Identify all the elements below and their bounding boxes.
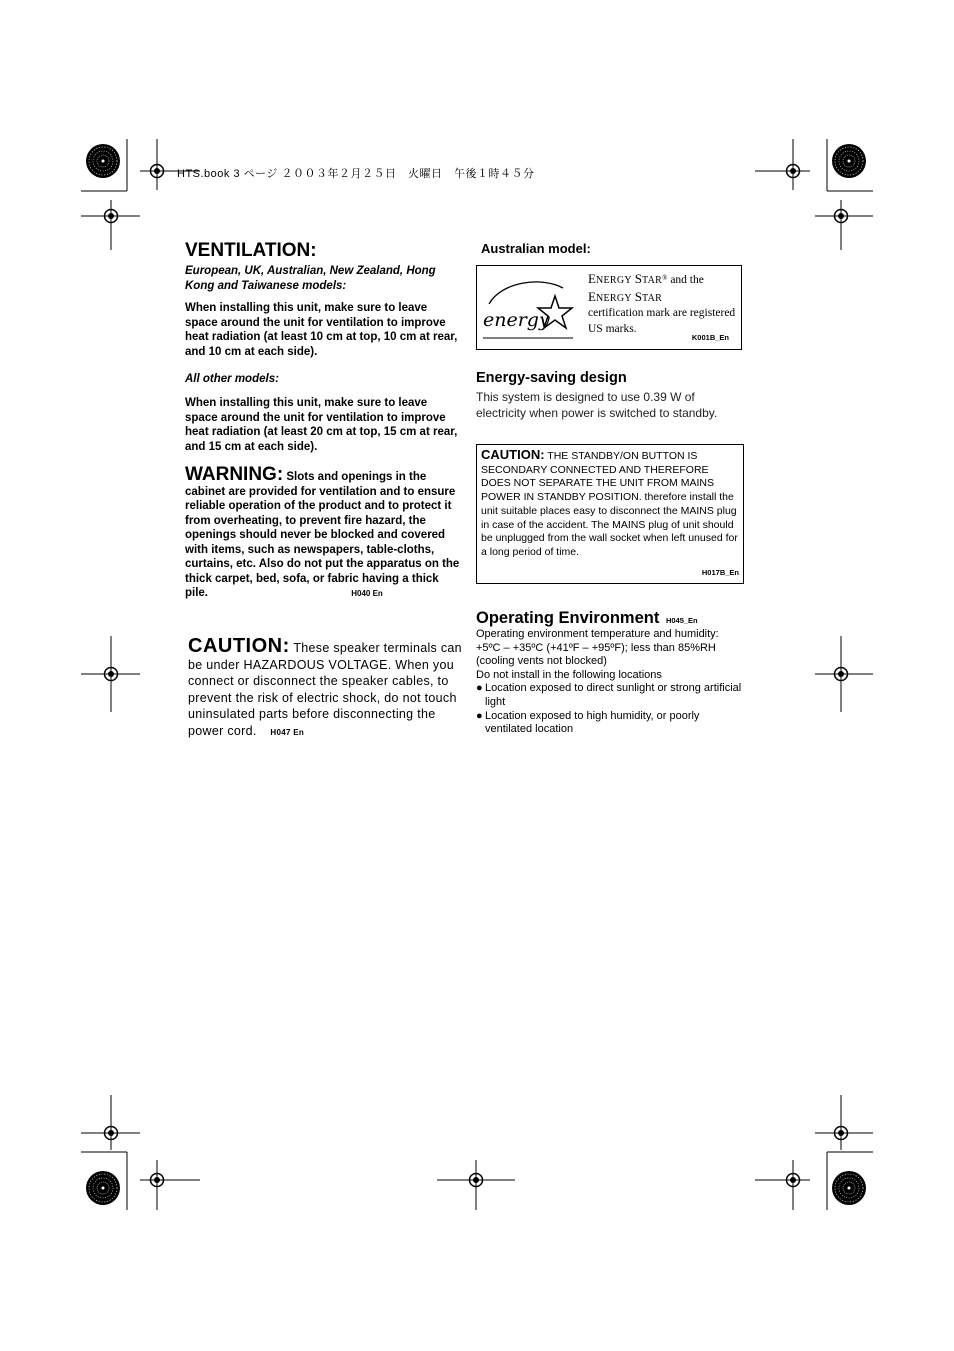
energy-saving-body: This system is designed to use 0.39 W of electricity when power is switched to standby. [476, 390, 718, 420]
caution-speaker-title: CAUTION: [188, 635, 290, 657]
operating-environment-body [476, 628, 746, 737]
operating-line-2: +5ºC – +35ºC (+41ºF – +95ºF); less than 85%RH (cooling vents not blocked) [476, 641, 716, 668]
caution-standby-code: H017B_En [701, 568, 739, 578]
caution-speaker-code: H047 En [270, 727, 305, 737]
ventilation-models-2: All other models: [185, 373, 279, 385]
warning-title: WARNING: [185, 464, 284, 485]
australian-model-label: Australian model: [481, 241, 591, 256]
caution-standby-title: CAUTION: [481, 447, 545, 462]
energy-star-text: ENERGY STAR® and the ENERGY STAR certification mark are registered US marks. [588, 271, 736, 335]
ventilation-models-1: European, UK, Australian, New Zealand, Hong Kong and Taiwanese models: [185, 265, 436, 292]
ventilation-body-1: When installing this unit, make sure to leave space around the unit for ventilation to improve heat radiation (at least 10 cm at top, 10 cm at rear, and 10 cm at each side). [185, 302, 458, 358]
caution-standby-box [476, 444, 744, 584]
registered-mark: ® [662, 274, 668, 282]
warning-code: H040 En [351, 589, 383, 598]
ventilation-body-2: When installing this unit, make sure to leave space around the unit for ventilation to improve heat radiation (at least 20 cm at top, 15 cm at rear, and 15 cm at each side). [185, 397, 458, 453]
list-item: ● Location exposed to high humidity, or poorly ventilated location [476, 709, 700, 736]
operating-environment-title: Operating Environment H045_En [476, 609, 698, 627]
list-item: ● Location exposed to direct sunlight or strong artificial light [476, 682, 742, 708]
bullet-icon: ● [476, 682, 483, 695]
warning-body: Slots and openings in the cabinet are provided for ventilation and to ensure reliable operation of the product and to protect it from overheating, to prevent fire hazard, the openings should never be blocked and covered with items, such as newspapers, table-cloths, curtains, etc. Also do not put the apparatus on the thick carpet, bed, sofa, or fabric having a thick pile. [185, 471, 460, 599]
operating-environment-code: H045_En [665, 616, 698, 625]
energy-star-logo [481, 274, 581, 344]
energy-star-rest: certification mark are registered US marks. [588, 307, 736, 335]
operating-line-3: Do not install in the following locations [476, 668, 662, 681]
energy-star-code: K001B_En [691, 333, 729, 342]
operating-line-1: Operating environment temperature and humidity: [476, 628, 719, 640]
caution-speaker-body: These speaker terminals can be under HAZARDOUS VOLTAGE. When you connect or disconnect the speaker cables, to prevent the risk of electric shock, do not touch uninsulated parts before disconnecting the power cord. [188, 641, 462, 738]
ventilation-title: VENTILATION: [185, 240, 317, 261]
energy-saving-title: Energy-saving design [476, 370, 627, 386]
bullet-icon: ● [476, 709, 483, 722]
print-header: HTS.book 3 ページ ２００３年２月２５日 火曜日 午後１時４５分 [177, 168, 535, 180]
warning-section [185, 464, 460, 602]
energy-star-box [476, 265, 742, 350]
caution-standby-body: THE STANDBY/ON BUTTON IS SECONDARY CONNECTED AND THEREFORE DOES NOT SEPARATE THE UNIT FROM MAINS POWER IN STANDBY POSITION. therefore install the unit suitable places easy to disconnect the MAINS plug in case of the accident. The MAINS plug of unit should be unplugged from the wall socket when left unused for a long period of time. [481, 450, 738, 558]
energy-logo-text: energy [483, 309, 550, 331]
caution-speaker-section [188, 635, 463, 741]
